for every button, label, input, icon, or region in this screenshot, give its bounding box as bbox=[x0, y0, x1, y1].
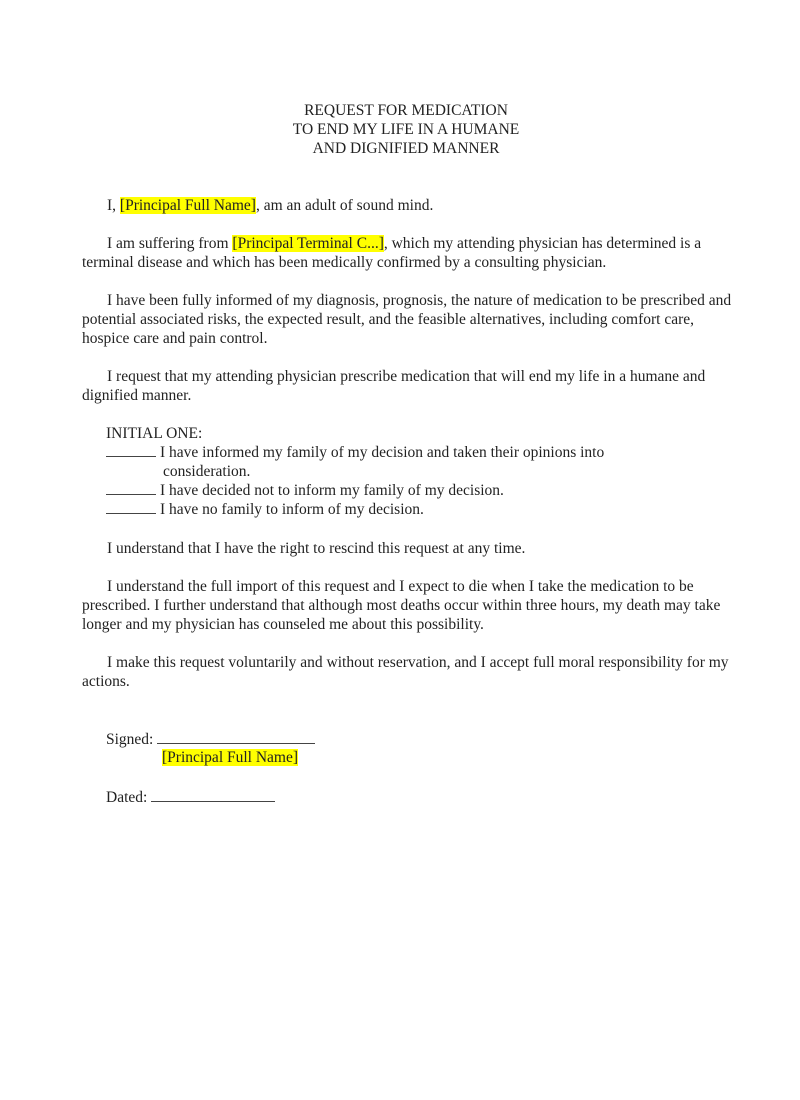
initial-blank-2[interactable] bbox=[106, 481, 156, 495]
option-text: I have decided not to inform my family of my decision. bbox=[160, 482, 504, 499]
option-informed-family bbox=[106, 443, 605, 480]
dated-label: Dated: bbox=[106, 789, 148, 806]
text: , which my attending physician has determined is a terminal disease and which has been medically confirmed by a consulting physician. bbox=[82, 235, 702, 271]
initial-blank-3[interactable] bbox=[106, 500, 156, 514]
option-no-family bbox=[106, 500, 424, 519]
text: , am an adult of sound mind. bbox=[255, 197, 434, 214]
paragraph-terminal-disease bbox=[82, 234, 732, 272]
paragraph-request: I request that my attending physician prescribe medication that will end my life in a humane and dignified manner. bbox=[82, 368, 706, 404]
option-text: I have no family to inform of my decision. bbox=[160, 501, 424, 518]
signer-name bbox=[162, 748, 298, 767]
text: I am suffering from bbox=[107, 235, 233, 252]
principal-name-field[interactable]: [Principal Full Name] bbox=[119, 197, 256, 214]
option-text-cont: consideration. bbox=[163, 463, 251, 480]
option-text: I have informed my family of my decision and taken their opinions into bbox=[160, 444, 605, 461]
date-line[interactable] bbox=[151, 787, 275, 802]
document-title bbox=[0, 101, 800, 158]
signer-name-field[interactable]: [Principal Full Name] bbox=[162, 749, 299, 766]
paragraph-informed: I have been fully informed of my diagnosis, prognosis, the nature of medication to be prescribed and potential associated risks, the expected result, and the feasible alternatives, including comfort care, hospice care and pain control. bbox=[82, 292, 732, 347]
signed-label: Signed: bbox=[106, 731, 154, 748]
paragraph-full-import: I understand the full import of this request and I expect to die when I take the medication to be prescribed. I further understand that although most deaths occur within three hours, my death may take longer and my physician has counseled me about this possibility. bbox=[82, 578, 721, 633]
paragraph-rescind: I understand that I have the right to rescind this request at any time. bbox=[107, 540, 526, 557]
text: I, bbox=[107, 197, 120, 214]
title-line-1: REQUEST FOR MEDICATION bbox=[304, 102, 508, 119]
initial-one-heading: INITIAL ONE: bbox=[106, 425, 203, 442]
terminal-condition-field[interactable]: [Principal Terminal C...] bbox=[232, 235, 384, 252]
dated-row bbox=[106, 787, 756, 807]
paragraph-voluntary: I make this request voluntarily and without reservation, and I accept full moral responsibility for my actions. bbox=[82, 654, 729, 690]
title-line-3: AND DIGNIFIED MANNER bbox=[312, 140, 500, 157]
paragraph-sound-mind bbox=[82, 196, 732, 215]
title-line-2: TO END MY LIFE IN A HUMANE bbox=[292, 121, 520, 138]
option-not-inform bbox=[106, 481, 504, 500]
initial-blank-1[interactable] bbox=[106, 443, 156, 457]
signature-row bbox=[106, 729, 756, 749]
signature-line[interactable] bbox=[157, 729, 315, 744]
